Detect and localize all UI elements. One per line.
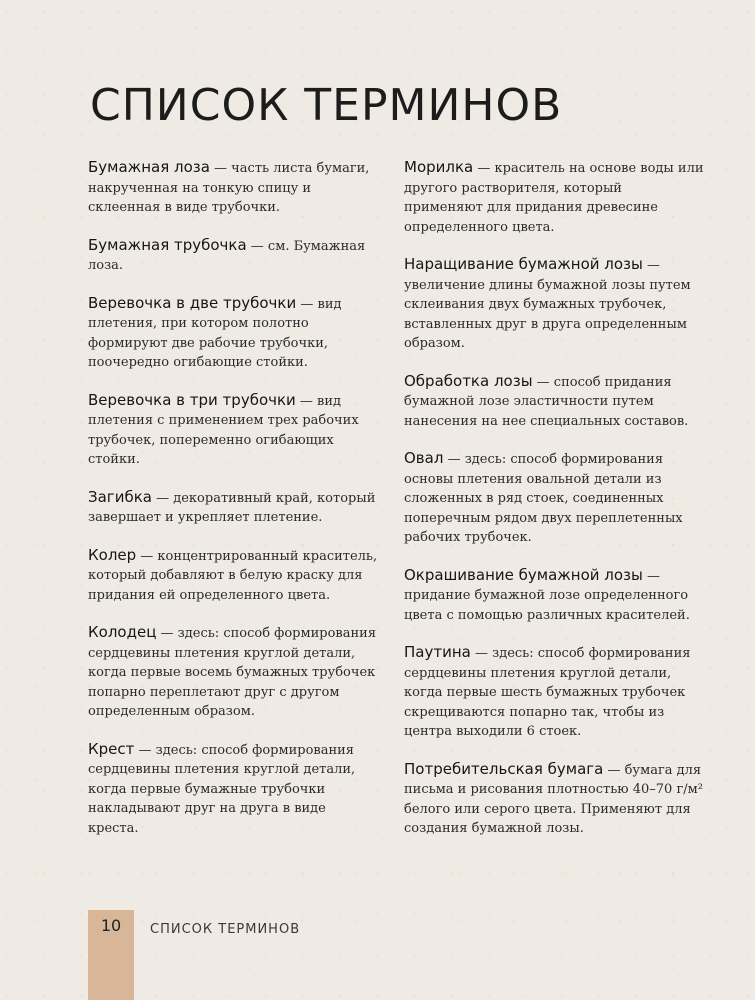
glossary-term: Бумажная лоза [88,158,210,176]
glossary-definition: — краситель на основе воды или другого растворителя, который применяют для придания древесине определенного цвета. [404,161,704,235]
glossary-definition: — увеличение длины бумажной лозы путем склеивания двух бумажных трубочек, вставленных друг в друга определенным образом. [404,258,691,351]
glossary-entry [404,643,704,742]
glossary-entry [88,488,380,528]
running-head: СПИСОК ТЕРМИНОВ [150,922,301,937]
glossary-column-right [404,158,704,839]
glossary-definition: — здесь: способ формирования сердцевины плетения круглой детали, когда первые бумажные трубочки накладывают друг на друга в виде креста. [88,742,356,836]
glossary-term: Крест [88,739,135,758]
glossary-term: Веревочка в три трубочки [88,390,296,409]
glossary-entry [88,391,380,470]
glossary-term: Обработка лозы [404,371,533,390]
glossary-definition: — декоративный край, который завершает и укрепляет плетение. [88,490,376,525]
glossary-term: Колер [88,545,137,564]
glossary-definition: — вид плетения, при котором полотно формируют две рабочие трубочки, поочередно огибающие стойки. [88,296,342,370]
glossary-definition: — вид плетения с применением трех рабочих трубочек, попеременно огибающих стойки. [88,393,359,467]
glossary-entry [404,372,704,432]
glossary-entry [88,158,380,218]
glossary-term: Морилка [404,158,474,176]
glossary-term: Паутина [404,643,471,661]
page-number: 10 [100,916,122,935]
glossary-term: Окрашивание бумажной лозы [404,565,643,584]
glossary-entry [404,255,704,354]
glossary-term: Овал [404,449,444,467]
glossary-entry [404,760,704,839]
glossary-definition: — концентрированный краситель, который добавляют в белую краску для придания ей определенного цвета. [88,548,378,603]
glossary-entry [88,294,380,373]
glossary-entry [404,449,704,548]
glossary-definition: — см. Бумажная лоза. [88,238,366,273]
glossary-column-left [88,158,380,838]
glossary-term: Бумажная трубочка [88,235,247,254]
page-title: СПИСОК ТЕРМИНОВ [90,80,563,131]
glossary-definition: — здесь: способ формирования основы плетения овальной детали из сложенных в ряд стоек, соединенных поперечным рядом двух переплетенных рабочих трубочек. [404,452,683,545]
glossary-entry [88,546,380,606]
glossary-definition: — способ придания бумажной лозе эластичности путем нанесения на нее специальных составов. [404,374,689,429]
glossary-term: Веревочка в две трубочки [88,293,297,312]
glossary-entry [404,566,704,626]
glossary-term: Загибка [88,487,152,506]
glossary-entry [404,158,704,237]
glossary-definition: — здесь: способ формирования сердцевины плетения круглой детали, когда первые восемь бумажных трубочек попарно переплетают друг с другом определенным образом. [88,626,377,719]
glossary-definition: — здесь: способ формирования сердцевины плетения круглой детали, когда первые шесть бумажных трубочек скрещиваются попарно так, чтобы из центра выходили 6 стоек. [404,646,691,739]
glossary-term: Колодец [88,623,157,641]
glossary-definition: — часть листа бумаги, накрученная на тонкую спицу и склеенная в виде трубочки. [88,161,370,215]
glossary-entry [88,740,380,839]
glossary-definition: — бумага для письма и рисования плотностью 40–70 г/м² белого или серого цвета. Применяют для создания бумажной лозы. [404,762,703,836]
glossary-term: Наращивание бумажной лозы [404,255,643,273]
glossary-term: Потребительская бумага [404,759,604,778]
glossary-entry [88,236,380,276]
glossary-entry [88,623,380,722]
glossary-definition: — придание бумажной лозе определенного цвета с помощью различных красителей. [404,568,690,623]
